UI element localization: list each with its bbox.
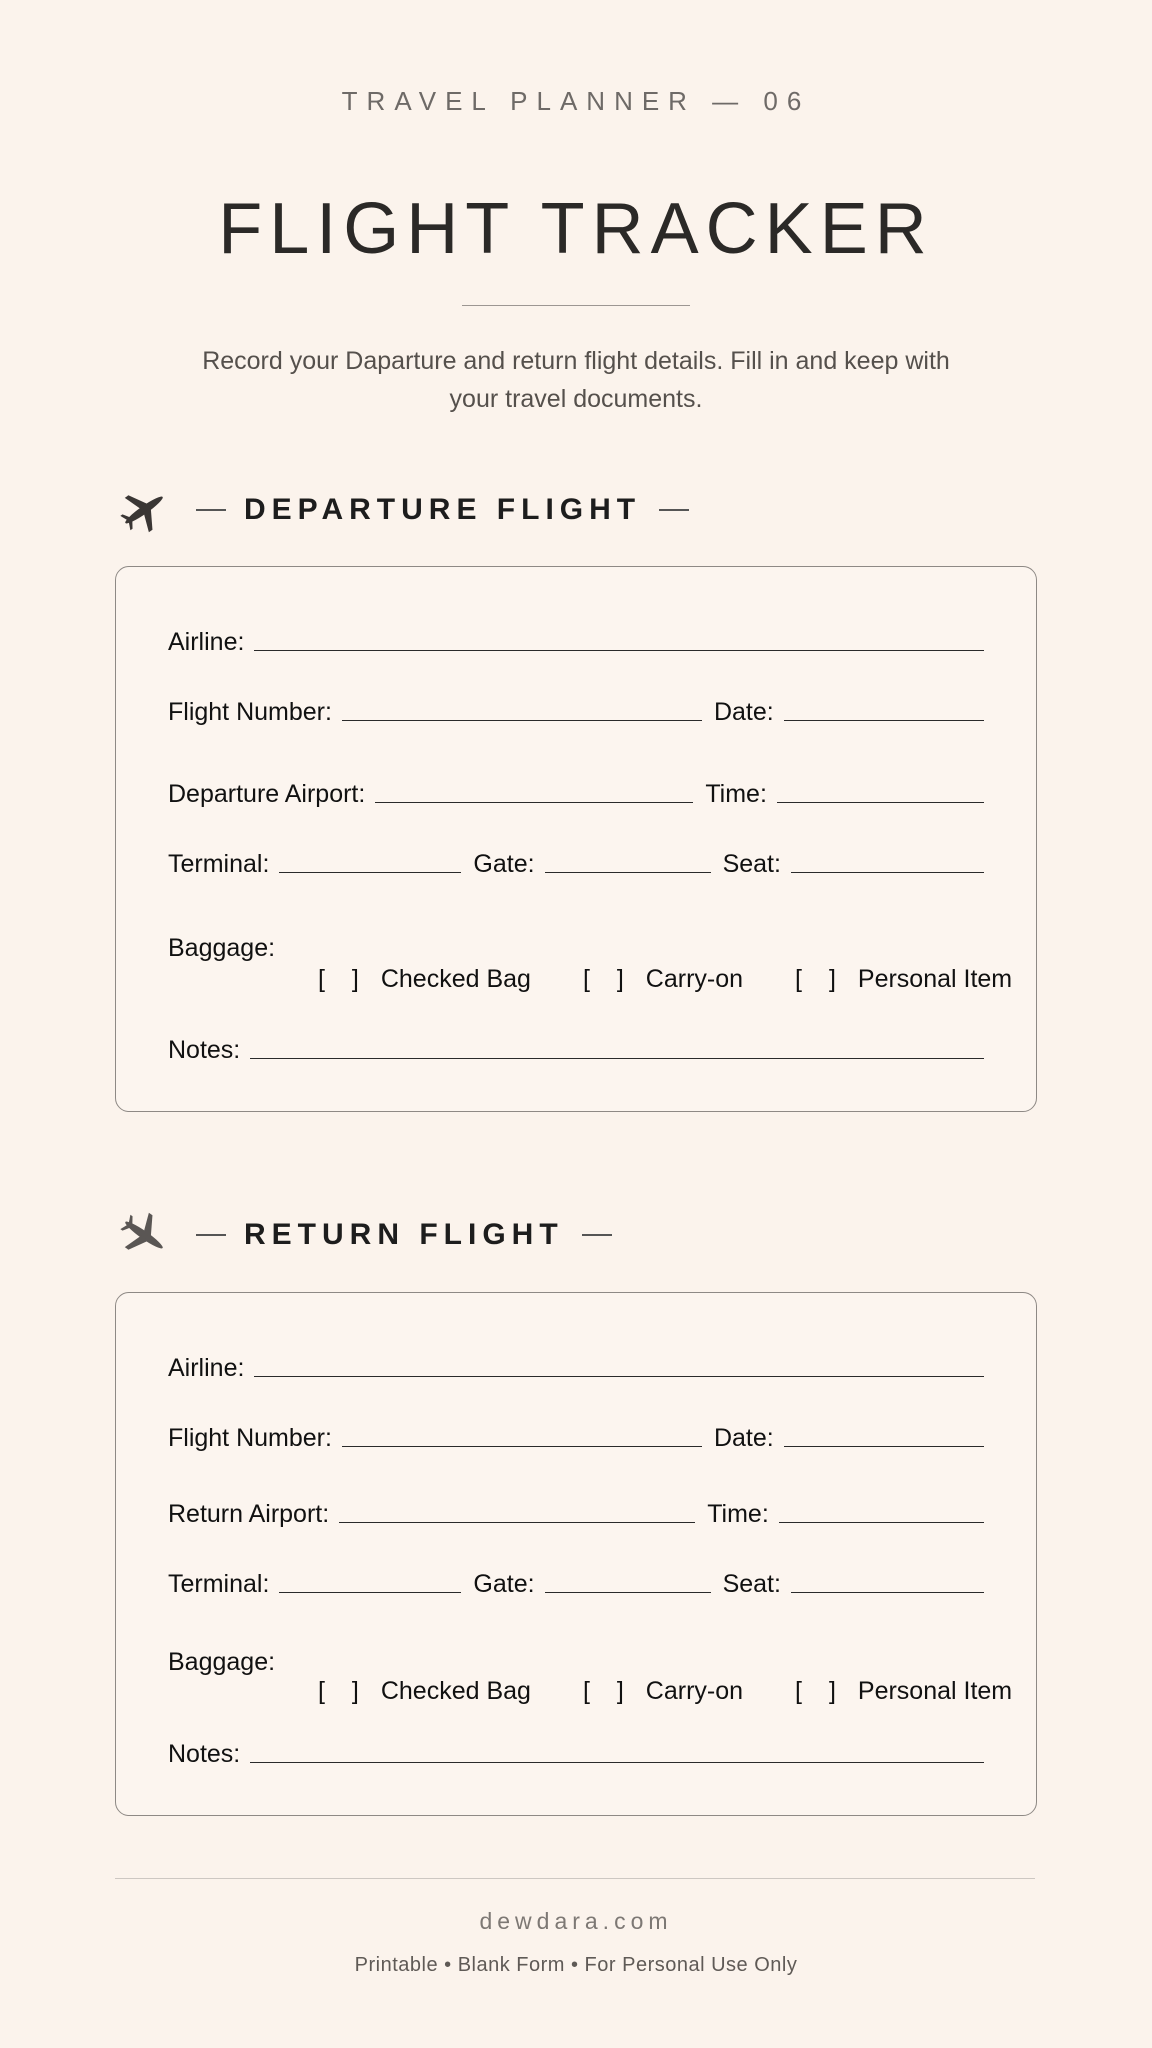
carry-on-checkbox[interactable]	[583, 1677, 743, 1706]
terminal-label: Terminal:	[168, 850, 270, 878]
notes-field[interactable]	[250, 1762, 984, 1763]
baggage-row	[168, 933, 984, 963]
gate-field[interactable]	[545, 1592, 711, 1593]
date-field[interactable]	[784, 1446, 984, 1447]
title-divider	[462, 305, 690, 306]
footer-note: Printable • Blank Form • For Personal Use Only	[354, 1954, 798, 1976]
return-airport-label: Return Airport:	[168, 1500, 330, 1528]
footer-site: dewdara.com	[479, 1908, 673, 1934]
personal-item-label: Personal Item	[857, 965, 1013, 993]
departure-card	[115, 566, 1037, 1112]
terminal-row	[168, 849, 984, 879]
checkbox-brackets: [ ]	[795, 1677, 846, 1705]
footer-divider	[115, 1878, 1035, 1879]
airline-row	[168, 1353, 984, 1383]
flight-number-label: Flight Number:	[168, 698, 332, 726]
heading-dash	[196, 509, 226, 511]
seat-field[interactable]	[791, 872, 984, 873]
terminal-field[interactable]	[279, 872, 461, 873]
checkbox-brackets: [ ]	[318, 1677, 369, 1705]
airplane-takeoff-icon	[116, 482, 172, 538]
seat-label: Seat:	[722, 1570, 781, 1598]
page-title: FLIGHT TRACKER	[218, 189, 934, 269]
heading-dash	[582, 1234, 612, 1236]
baggage-options	[318, 1677, 1064, 1706]
airline-row	[168, 627, 984, 657]
departure-airport-label: Departure Airport:	[168, 780, 366, 808]
airline-field[interactable]	[254, 650, 984, 651]
departure-heading	[116, 480, 689, 540]
baggage-options	[318, 965, 1064, 994]
checkbox-brackets: [ ]	[318, 965, 369, 993]
checked-bag-label: Checked Bag	[380, 965, 531, 993]
time-label: Time:	[705, 780, 767, 808]
notes-field[interactable]	[250, 1058, 984, 1059]
carry-on-label: Carry-on	[645, 1677, 744, 1705]
heading-dash	[196, 1234, 226, 1236]
time-field[interactable]	[777, 802, 984, 803]
airport-row	[168, 1499, 984, 1529]
terminal-label: Terminal:	[168, 1570, 270, 1598]
baggage-label: Baggage:	[168, 1648, 276, 1676]
departure-airport-field[interactable]	[375, 802, 693, 803]
checked-bag-checkbox[interactable]	[318, 1677, 531, 1706]
flight-number-field[interactable]	[342, 1446, 702, 1447]
return-card	[115, 1292, 1037, 1816]
airline-label: Airline:	[168, 628, 245, 656]
gate-label: Gate:	[473, 1570, 535, 1598]
checkbox-brackets: [ ]	[582, 965, 634, 993]
return-heading	[116, 1205, 612, 1265]
date-field[interactable]	[784, 720, 984, 721]
carry-on-label: Carry-on	[645, 965, 744, 993]
gate-field[interactable]	[545, 872, 711, 873]
heading-dash	[659, 509, 689, 511]
gate-label: Gate:	[473, 850, 535, 878]
flight-number-row	[168, 1423, 984, 1453]
checked-bag-label: Checked Bag	[380, 1677, 531, 1705]
airline-label: Airline:	[168, 1354, 245, 1382]
notes-row	[168, 1035, 984, 1065]
time-label: Time:	[707, 1500, 769, 1528]
baggage-label: Baggage:	[168, 934, 276, 962]
return-heading-label: RETURN FLIGHT	[244, 1218, 564, 1251]
checkbox-brackets: [ ]	[582, 1677, 634, 1705]
seat-label: Seat:	[722, 850, 781, 878]
return-airport-field[interactable]	[339, 1522, 695, 1523]
flight-number-label: Flight Number:	[168, 1424, 332, 1452]
checked-bag-checkbox[interactable]	[318, 965, 531, 994]
date-label: Date:	[713, 698, 774, 726]
personal-item-checkbox[interactable]	[795, 965, 1012, 994]
intro-text: Record your Daparture and return flight details. Fill in and keep with your travel documents.	[202, 347, 950, 413]
time-field[interactable]	[779, 1522, 984, 1523]
notes-label: Notes:	[168, 1036, 241, 1064]
terminal-row	[168, 1569, 984, 1599]
personal-item-label: Personal Item	[857, 1677, 1013, 1705]
checkbox-brackets: [ ]	[795, 965, 846, 993]
carry-on-checkbox[interactable]	[583, 965, 743, 994]
terminal-field[interactable]	[279, 1592, 461, 1593]
eyebrow-label: TRAVEL PLANNER — 06	[341, 86, 811, 116]
notes-row	[168, 1739, 984, 1769]
airplane-landing-icon	[116, 1207, 172, 1263]
notes-label: Notes:	[168, 1740, 241, 1768]
departure-heading-label: DEPARTURE FLIGHT	[244, 493, 642, 526]
personal-item-checkbox[interactable]	[795, 1677, 1012, 1706]
date-label: Date:	[713, 1424, 774, 1452]
seat-field[interactable]	[791, 1592, 984, 1593]
baggage-row	[168, 1647, 984, 1677]
airport-row	[168, 779, 984, 809]
flight-number-row	[168, 697, 984, 727]
flight-number-field[interactable]	[342, 720, 702, 721]
airline-field[interactable]	[254, 1376, 984, 1377]
